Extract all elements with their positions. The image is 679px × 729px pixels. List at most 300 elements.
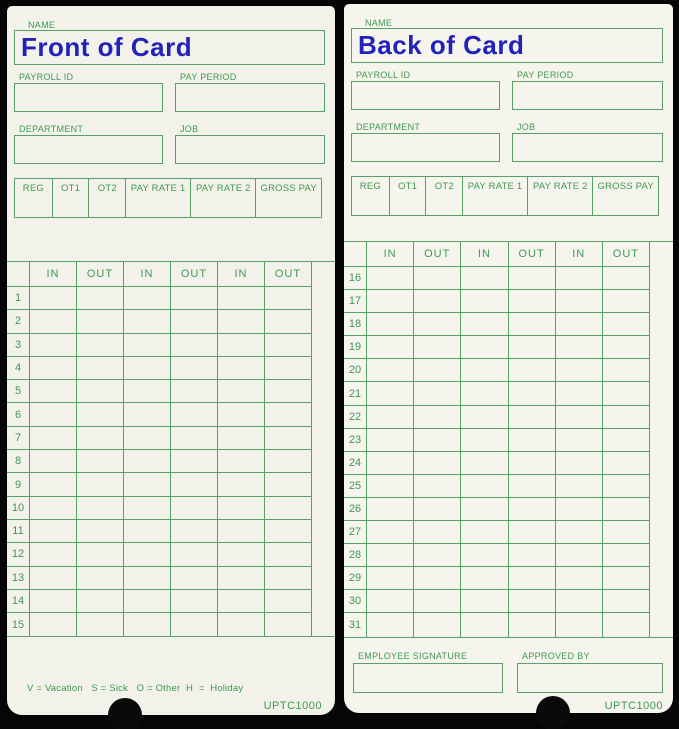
punch-margin-strip bbox=[311, 310, 335, 333]
pay-summary-table bbox=[351, 176, 659, 216]
back-header-section bbox=[344, 4, 673, 216]
punch-cell bbox=[460, 406, 507, 429]
punch-cell bbox=[602, 382, 649, 405]
pay-column-pay-rate-2: PAY RATE 2 bbox=[527, 177, 592, 215]
punch-margin-strip bbox=[311, 473, 335, 496]
punch-header-in: IN bbox=[123, 262, 170, 287]
punch-cell bbox=[508, 544, 555, 567]
job-box bbox=[175, 135, 325, 164]
punch-cell bbox=[460, 267, 507, 290]
punch-cell bbox=[413, 498, 460, 521]
punch-margin-strip bbox=[311, 380, 335, 403]
model-number: UPTC1000 bbox=[263, 700, 322, 712]
pay-period-box bbox=[512, 81, 663, 110]
punch-cell bbox=[366, 567, 413, 590]
punch-cell bbox=[170, 520, 217, 543]
punch-cell bbox=[366, 336, 413, 359]
punch-cell bbox=[264, 590, 311, 613]
punch-cell bbox=[555, 613, 602, 636]
punch-cell bbox=[29, 357, 76, 380]
row-number: 28 bbox=[344, 544, 366, 567]
punch-cell bbox=[29, 380, 76, 403]
punch-cell bbox=[508, 359, 555, 382]
payroll-id-label: PAYROLL ID bbox=[356, 70, 411, 80]
punch-cell bbox=[123, 310, 170, 333]
approved-by-label: APPROVED BY bbox=[522, 651, 590, 661]
punch-cell bbox=[264, 357, 311, 380]
punch-cell bbox=[508, 475, 555, 498]
punch-cell bbox=[29, 450, 76, 473]
punch-cell bbox=[170, 590, 217, 613]
punch-cell bbox=[29, 310, 76, 333]
punch-cell bbox=[264, 520, 311, 543]
punch-cell bbox=[76, 334, 123, 357]
punch-cell bbox=[508, 567, 555, 590]
front-field-boxes-row2 bbox=[14, 135, 325, 164]
punch-margin-strip bbox=[649, 242, 673, 267]
punch-cell bbox=[170, 287, 217, 310]
punch-cell bbox=[76, 473, 123, 496]
job-box bbox=[512, 133, 663, 162]
punch-cell bbox=[264, 497, 311, 520]
punch-cell bbox=[264, 287, 311, 310]
row-number: 29 bbox=[344, 567, 366, 590]
punch-cell bbox=[555, 429, 602, 452]
punch-cell bbox=[29, 520, 76, 543]
punch-cell bbox=[123, 590, 170, 613]
department-label: DEPARTMENT bbox=[356, 122, 421, 132]
punch-cell bbox=[366, 590, 413, 613]
signature-section bbox=[344, 651, 673, 693]
punch-margin-strip bbox=[311, 287, 335, 310]
punch-cell bbox=[217, 334, 264, 357]
pay-summary-table bbox=[14, 178, 322, 218]
front-header-section bbox=[7, 6, 335, 218]
punch-margin-strip bbox=[311, 334, 335, 357]
pay-period-label: PAY PERIOD bbox=[180, 72, 237, 82]
punch-cell bbox=[508, 521, 555, 544]
punch-cell bbox=[602, 452, 649, 475]
punch-cell bbox=[366, 406, 413, 429]
punch-cell bbox=[29, 403, 76, 426]
punch-cell bbox=[29, 543, 76, 566]
row-number: 25 bbox=[344, 475, 366, 498]
punch-cell bbox=[76, 427, 123, 450]
punch-cell bbox=[602, 406, 649, 429]
front-field-boxes-row1 bbox=[14, 83, 325, 112]
punch-cell bbox=[555, 290, 602, 313]
punch-cell bbox=[460, 475, 507, 498]
punch-margin-strip bbox=[311, 590, 335, 613]
punch-cell bbox=[170, 473, 217, 496]
punch-cell bbox=[602, 475, 649, 498]
punch-cell bbox=[413, 429, 460, 452]
row-number: 16 bbox=[344, 267, 366, 290]
punch-margin-strip bbox=[649, 498, 673, 521]
punch-cell bbox=[76, 450, 123, 473]
punch-cell bbox=[460, 290, 507, 313]
punch-cell bbox=[555, 359, 602, 382]
punch-cell bbox=[460, 429, 507, 452]
punch-cell bbox=[508, 382, 555, 405]
punch-cell bbox=[413, 313, 460, 336]
feed-notch bbox=[108, 698, 142, 729]
punch-margin-strip bbox=[649, 475, 673, 498]
punch-cell bbox=[76, 567, 123, 590]
department-label: DEPARTMENT bbox=[19, 124, 84, 134]
punch-header-in: IN bbox=[555, 242, 602, 267]
payroll-id-box bbox=[351, 81, 500, 110]
punch-cell bbox=[602, 359, 649, 382]
punch-cell bbox=[76, 310, 123, 333]
punch-cell bbox=[555, 267, 602, 290]
row-number: 17 bbox=[344, 290, 366, 313]
row-number: 19 bbox=[344, 336, 366, 359]
row-number: 20 bbox=[344, 359, 366, 382]
row-number: 18 bbox=[344, 313, 366, 336]
punch-corner-cell bbox=[344, 242, 366, 267]
punch-cell bbox=[123, 473, 170, 496]
punch-cell bbox=[264, 613, 311, 636]
row-number: 5 bbox=[7, 380, 29, 403]
row-number: 9 bbox=[7, 473, 29, 496]
punch-cell bbox=[413, 567, 460, 590]
punch-cell bbox=[123, 567, 170, 590]
row-number: 1 bbox=[7, 287, 29, 310]
punch-cell bbox=[29, 590, 76, 613]
punch-margin-strip bbox=[311, 567, 335, 590]
punch-cell bbox=[264, 543, 311, 566]
model-number: UPTC1000 bbox=[604, 700, 663, 712]
row-number: 23 bbox=[344, 429, 366, 452]
punch-cell bbox=[555, 521, 602, 544]
punch-cell bbox=[413, 382, 460, 405]
punch-margin-strip bbox=[649, 452, 673, 475]
punch-cell bbox=[217, 287, 264, 310]
punch-cell bbox=[29, 427, 76, 450]
punch-cell bbox=[602, 336, 649, 359]
punch-cell bbox=[508, 267, 555, 290]
punch-cell bbox=[76, 590, 123, 613]
punch-margin-strip bbox=[311, 357, 335, 380]
punch-cell bbox=[264, 473, 311, 496]
name-field-label: NAME bbox=[28, 20, 56, 30]
punch-cell bbox=[217, 590, 264, 613]
punch-cell bbox=[217, 567, 264, 590]
punch-cell bbox=[76, 497, 123, 520]
punch-cell bbox=[29, 567, 76, 590]
row-number: 10 bbox=[7, 497, 29, 520]
punch-table-front bbox=[7, 261, 335, 637]
row-number: 15 bbox=[11, 618, 25, 631]
time-card-front bbox=[7, 6, 335, 715]
punch-cell bbox=[123, 357, 170, 380]
front-field-labels-row1 bbox=[14, 72, 325, 83]
punch-cell bbox=[413, 267, 460, 290]
punch-cell bbox=[170, 380, 217, 403]
punch-margin-strip bbox=[649, 567, 673, 590]
pay-column-ot2: OT2 bbox=[425, 177, 462, 215]
row-number: 12 bbox=[7, 543, 29, 566]
pay-column-gross-pay: GROSS PAY bbox=[592, 177, 657, 215]
punch-cell bbox=[264, 450, 311, 473]
punch-cell bbox=[123, 287, 170, 310]
punch-cell bbox=[366, 498, 413, 521]
punch-cell bbox=[366, 267, 413, 290]
punch-cell bbox=[123, 334, 170, 357]
punch-margin-strip bbox=[311, 403, 335, 426]
punch-margin-strip bbox=[311, 450, 335, 473]
pay-column-reg: REG bbox=[22, 183, 44, 194]
feed-notch bbox=[536, 696, 570, 729]
pay-column-gross-pay: GROSS PAY bbox=[255, 179, 320, 217]
back-field-boxes-row2 bbox=[351, 133, 663, 162]
punch-cell bbox=[413, 613, 460, 636]
punch-cell bbox=[602, 613, 649, 636]
punch-cell bbox=[508, 498, 555, 521]
back-field-boxes-row1 bbox=[351, 81, 663, 110]
job-label: JOB bbox=[517, 122, 536, 132]
punch-cell bbox=[170, 357, 217, 380]
row-number: 27 bbox=[344, 521, 366, 544]
punch-cell bbox=[460, 567, 507, 590]
punch-cell bbox=[217, 357, 264, 380]
punch-cell bbox=[366, 475, 413, 498]
punch-margin-strip bbox=[649, 336, 673, 359]
punch-cell bbox=[460, 521, 507, 544]
punch-cell bbox=[602, 313, 649, 336]
punch-cell bbox=[170, 427, 217, 450]
punch-cell bbox=[76, 287, 123, 310]
row-number: 30 bbox=[344, 590, 366, 613]
row-number: 2 bbox=[7, 310, 29, 333]
punch-cell bbox=[170, 497, 217, 520]
front-field-labels-row2 bbox=[14, 124, 325, 135]
punch-cell bbox=[29, 287, 76, 310]
punch-cell bbox=[366, 613, 413, 636]
punch-cell bbox=[217, 543, 264, 566]
punch-header-in: IN bbox=[366, 242, 413, 267]
punch-margin-strip bbox=[649, 290, 673, 313]
punch-cell bbox=[123, 380, 170, 403]
pay-column-pay-rate-1: PAY RATE 1 bbox=[462, 177, 527, 215]
punch-header-out: OUT bbox=[602, 242, 649, 267]
punch-cell bbox=[170, 334, 217, 357]
punch-header-out: OUT bbox=[413, 242, 460, 267]
punch-margin-strip bbox=[649, 359, 673, 382]
punch-cell bbox=[76, 543, 123, 566]
name-field-label: NAME bbox=[365, 18, 393, 28]
punch-cell bbox=[264, 403, 311, 426]
punch-cell bbox=[123, 613, 170, 636]
job-label: JOB bbox=[180, 124, 199, 134]
punch-cell bbox=[170, 567, 217, 590]
punch-cell bbox=[264, 427, 311, 450]
punch-header-out: OUT bbox=[170, 262, 217, 287]
punch-cell bbox=[555, 475, 602, 498]
punch-cell bbox=[460, 313, 507, 336]
punch-cell bbox=[413, 544, 460, 567]
pay-column-pay-rate-1: PAY RATE 1 bbox=[125, 179, 190, 217]
punch-cell bbox=[170, 613, 217, 636]
punch-cell bbox=[366, 382, 413, 405]
payroll-id-label: PAYROLL ID bbox=[19, 72, 74, 82]
punch-cell bbox=[508, 613, 555, 636]
punch-cell bbox=[217, 427, 264, 450]
row-number: 6 bbox=[7, 403, 29, 426]
punch-table-back bbox=[344, 241, 673, 638]
punch-cell bbox=[508, 336, 555, 359]
punch-cell bbox=[123, 497, 170, 520]
punch-cell bbox=[508, 313, 555, 336]
punch-cell bbox=[602, 267, 649, 290]
punch-cell bbox=[413, 521, 460, 544]
punch-cell bbox=[413, 359, 460, 382]
punch-cell bbox=[123, 520, 170, 543]
punch-cell bbox=[508, 429, 555, 452]
punch-cell bbox=[76, 357, 123, 380]
pay-column-ot1: OT1 bbox=[389, 177, 426, 215]
row-number: 22 bbox=[344, 406, 366, 429]
punch-cell bbox=[460, 613, 507, 636]
punch-cell bbox=[123, 450, 170, 473]
punch-margin-strip bbox=[311, 543, 335, 566]
pay-column-ot1: OT1 bbox=[52, 179, 89, 217]
punch-cell bbox=[217, 403, 264, 426]
approved-by-box bbox=[517, 663, 663, 693]
punch-cell bbox=[555, 382, 602, 405]
punch-cell bbox=[602, 498, 649, 521]
punch-cell bbox=[413, 590, 460, 613]
punch-margin-strip bbox=[311, 262, 335, 287]
row-number: 8 bbox=[7, 450, 29, 473]
punch-header-in: IN bbox=[29, 262, 76, 287]
back-card-title: Back of Card bbox=[358, 30, 525, 60]
punch-cell bbox=[264, 310, 311, 333]
punch-cell bbox=[555, 313, 602, 336]
punch-margin-strip bbox=[311, 613, 335, 636]
punch-cell bbox=[76, 403, 123, 426]
punch-margin-strip bbox=[649, 382, 673, 405]
row-number: 11 bbox=[7, 520, 29, 543]
back-field-labels-row2 bbox=[351, 122, 663, 133]
front-card-title: Front of Card bbox=[21, 32, 193, 62]
row-number: 7 bbox=[7, 427, 29, 450]
punch-header-in: IN bbox=[460, 242, 507, 267]
name-field-box bbox=[351, 28, 663, 63]
punch-cell bbox=[123, 543, 170, 566]
punch-cell bbox=[602, 429, 649, 452]
punch-margin-strip bbox=[311, 427, 335, 450]
punch-margin-strip bbox=[649, 544, 673, 567]
row-number: 4 bbox=[7, 357, 29, 380]
row-number: 26 bbox=[344, 498, 366, 521]
punch-margin-strip bbox=[311, 497, 335, 520]
punch-cell bbox=[602, 590, 649, 613]
department-box bbox=[14, 135, 163, 164]
punch-cell bbox=[366, 452, 413, 475]
row-number: 31 bbox=[348, 618, 362, 631]
punch-cell bbox=[76, 380, 123, 403]
punch-cell bbox=[460, 452, 507, 475]
employee-signature-label: EMPLOYEE SIGNATURE bbox=[358, 651, 468, 661]
punch-margin-strip bbox=[649, 590, 673, 613]
punch-cell bbox=[29, 497, 76, 520]
punch-cell bbox=[76, 520, 123, 543]
punch-cell bbox=[460, 590, 507, 613]
punch-cell bbox=[217, 520, 264, 543]
punch-margin-strip bbox=[649, 613, 673, 636]
row-number: 3 bbox=[7, 334, 29, 357]
row-number: 13 bbox=[7, 567, 29, 590]
punch-cell bbox=[366, 313, 413, 336]
punch-cell bbox=[460, 544, 507, 567]
punch-header-out: OUT bbox=[76, 262, 123, 287]
pay-column-pay-rate-2: PAY RATE 2 bbox=[190, 179, 255, 217]
pay-column-reg: REG bbox=[359, 181, 381, 192]
punch-cell bbox=[366, 544, 413, 567]
payroll-id-box bbox=[14, 83, 163, 112]
punch-cell bbox=[555, 336, 602, 359]
punch-cell bbox=[170, 403, 217, 426]
pay-column-ot2: OT2 bbox=[88, 179, 125, 217]
punch-cell bbox=[555, 567, 602, 590]
punch-cell bbox=[366, 359, 413, 382]
punch-margin-strip bbox=[649, 521, 673, 544]
punch-cell bbox=[413, 336, 460, 359]
punch-cell bbox=[555, 498, 602, 521]
punch-cell bbox=[460, 498, 507, 521]
pay-period-box bbox=[175, 83, 325, 112]
punch-cell bbox=[264, 334, 311, 357]
punch-cell bbox=[217, 450, 264, 473]
punch-cell bbox=[217, 613, 264, 636]
punch-cell bbox=[602, 290, 649, 313]
punch-margin-strip bbox=[649, 313, 673, 336]
punch-cell bbox=[217, 473, 264, 496]
back-field-labels-row1 bbox=[351, 70, 663, 81]
punch-cell bbox=[460, 382, 507, 405]
row-number: 21 bbox=[344, 382, 366, 405]
punch-cell bbox=[508, 290, 555, 313]
punch-cell bbox=[123, 427, 170, 450]
pay-period-label: PAY PERIOD bbox=[517, 70, 574, 80]
punch-cell bbox=[413, 290, 460, 313]
punch-cell bbox=[555, 590, 602, 613]
punch-cell bbox=[508, 590, 555, 613]
punch-cell bbox=[602, 567, 649, 590]
punch-cell bbox=[217, 310, 264, 333]
punch-cell bbox=[366, 429, 413, 452]
punch-cell bbox=[508, 406, 555, 429]
punch-cell bbox=[413, 406, 460, 429]
punch-header-in: IN bbox=[217, 262, 264, 287]
punch-cell bbox=[264, 380, 311, 403]
employee-signature-box bbox=[353, 663, 503, 693]
punch-cell bbox=[460, 359, 507, 382]
punch-margin-strip bbox=[649, 429, 673, 452]
punch-margin-strip bbox=[649, 406, 673, 429]
punch-cell bbox=[170, 543, 217, 566]
punch-cell bbox=[555, 544, 602, 567]
punch-margin-strip bbox=[311, 520, 335, 543]
name-field-box bbox=[14, 30, 325, 65]
department-box bbox=[351, 133, 500, 162]
punch-cell bbox=[602, 521, 649, 544]
punch-cell bbox=[217, 497, 264, 520]
punch-cell bbox=[508, 452, 555, 475]
row-number: 14 bbox=[7, 590, 29, 613]
